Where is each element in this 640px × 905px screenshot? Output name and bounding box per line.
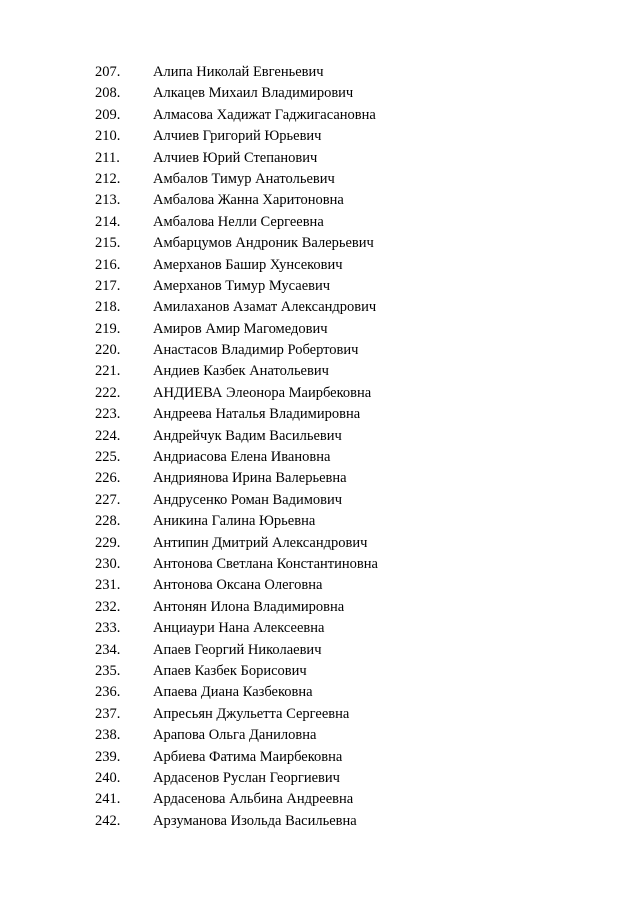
entry-number: 242.	[95, 812, 121, 829]
list-item	[0, 255, 640, 276]
entry-name: Амбалова Нелли Сергеевна	[153, 213, 324, 230]
entry-name: Алипа Николай Евгеньевич	[153, 64, 324, 80]
entry-name: Алкацев Михаил Владимирович	[153, 85, 354, 102]
entry-name: Арбиева Фатима Маирбековна	[153, 748, 343, 765]
list-item	[0, 361, 640, 382]
list-item	[0, 789, 640, 810]
entry-number: 226.	[95, 470, 121, 487]
list-item	[0, 575, 640, 596]
list-item	[0, 319, 640, 340]
entry-number: 237.	[95, 705, 121, 722]
list-item	[0, 468, 640, 489]
entry-number: 227.	[95, 491, 121, 508]
entry-name: Антипин Дмитрий Александрович	[153, 534, 368, 551]
entry-name: Апаева Диана Казбековна	[153, 684, 313, 701]
entry-number: 218.	[95, 299, 121, 316]
list-item	[0, 340, 640, 361]
name-list	[0, 62, 640, 832]
entry-name: Амбалова Жанна Харитоновна	[153, 192, 344, 209]
list-item	[0, 704, 640, 725]
entry-number: 213.	[95, 192, 121, 209]
list-item	[0, 126, 640, 147]
entry-number: 229.	[95, 534, 121, 551]
entry-number: 228.	[95, 513, 121, 530]
entry-number: 207.	[95, 64, 121, 80]
entry-name: Анциаури Нана Алексеевна	[153, 620, 325, 637]
entry-name: Андреева Наталья Владимировна	[153, 406, 361, 423]
entry-name: Амбарцумов Андроник Валерьевич	[153, 235, 374, 252]
entry-number: 221.	[95, 363, 121, 380]
entry-number: 239.	[95, 748, 121, 765]
list-item	[0, 747, 640, 768]
entry-number: 234.	[95, 641, 121, 658]
entry-name: Андриянова Ирина Валерьевна	[153, 470, 347, 487]
list-item	[0, 597, 640, 618]
entry-number: 210.	[95, 128, 121, 145]
list-item	[0, 682, 640, 703]
entry-number: 235.	[95, 662, 121, 679]
entry-number: 224.	[95, 427, 121, 444]
entry-number: 236.	[95, 684, 121, 701]
entry-name: Апаев Казбек Борисович	[153, 662, 307, 679]
entry-name: Апресьян Джульетта Сергеевна	[153, 705, 350, 722]
list-item	[0, 447, 640, 468]
entry-name: Амерханов Тимур Мусаевич	[153, 277, 331, 294]
entry-name: Антонян Илона Владимировна	[153, 598, 345, 615]
list-item	[0, 297, 640, 318]
list-item	[0, 533, 640, 554]
entry-number: 232.	[95, 598, 121, 615]
entry-number: 209.	[95, 106, 121, 123]
entry-number: 241.	[95, 791, 121, 808]
entry-name: Аникина Галина Юрьевна	[153, 513, 316, 530]
entry-name: Антонова Светлана Константиновна	[153, 555, 378, 572]
entry-name: Андрусенко Роман Вадимович	[153, 491, 343, 508]
entry-number: 217.	[95, 277, 121, 294]
entry-name: Амилаханов Азамат Александрович	[153, 299, 377, 316]
entry-number: 216.	[95, 256, 121, 273]
entry-number: 212.	[95, 170, 121, 187]
list-item	[0, 554, 640, 575]
entry-name: Ардасенова Альбина Андреевна	[153, 791, 354, 808]
list-item	[0, 661, 640, 682]
list-item	[0, 169, 640, 190]
entry-name: Андрейчук Вадим Васильевич	[153, 427, 342, 444]
entry-number: 238.	[95, 727, 121, 744]
list-item	[0, 233, 640, 254]
entry-name: Алчиев Григорий Юрьевич	[153, 128, 322, 145]
entry-name: Анастасов Владимир Робертович	[153, 342, 359, 359]
entry-name: Ардасенов Руслан Георгиевич	[153, 769, 340, 786]
entry-number: 230.	[95, 555, 121, 572]
entry-name: АНДИЕВА Элеонора Маирбековна	[153, 384, 372, 401]
list-item	[0, 618, 640, 639]
entry-number: 220.	[95, 342, 121, 359]
list-item	[0, 426, 640, 447]
list-item	[0, 725, 640, 746]
list-item	[0, 404, 640, 425]
list-item	[0, 768, 640, 789]
entry-name: Амерханов Башир Хунсекович	[153, 256, 343, 273]
list-item	[0, 640, 640, 661]
list-item	[0, 148, 640, 169]
list-item	[0, 190, 640, 211]
entry-number: 223.	[95, 406, 121, 423]
entry-name: Амиров Амир Магомедович	[153, 320, 328, 337]
list-item	[0, 105, 640, 126]
list-item	[0, 212, 640, 233]
entry-number: 208.	[95, 85, 121, 102]
entry-number: 219.	[95, 320, 121, 337]
entry-number: 211.	[95, 149, 120, 166]
entry-number: 225.	[95, 449, 121, 466]
list-item	[0, 83, 640, 104]
entry-number: 240.	[95, 769, 121, 786]
entry-name: Алчиев Юрий Степанович	[153, 149, 318, 166]
entry-number: 214.	[95, 213, 121, 230]
entry-name: Андиев Казбек Анатольевич	[153, 363, 329, 380]
entry-name: Арапова Ольга Даниловна	[153, 727, 317, 744]
entry-number: 233.	[95, 620, 121, 637]
entry-name: Арзуманова Изольда Васильевна	[153, 812, 357, 829]
entry-name: Андриасова Елена Ивановна	[153, 449, 331, 466]
list-item	[0, 811, 640, 832]
list-item	[0, 276, 640, 297]
list-item	[0, 383, 640, 404]
entry-number: 215.	[95, 235, 121, 252]
entry-name: Антонова Оксана Олеговна	[153, 577, 323, 594]
entry-number: 222.	[95, 384, 121, 401]
entry-number: 231.	[95, 577, 121, 594]
list-item	[0, 62, 640, 83]
entry-name: Амбалов Тимур Анатольевич	[153, 170, 335, 187]
list-item	[0, 511, 640, 532]
entry-name: Алмасова Хадижат Гаджигасановна	[153, 106, 376, 123]
list-item	[0, 490, 640, 511]
entry-name: Апаев Георгий Николаевич	[153, 641, 322, 658]
